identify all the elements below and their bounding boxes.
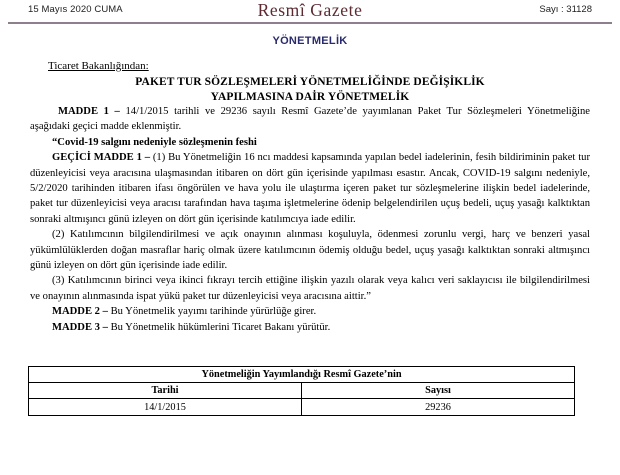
document-title-line-1: PAKET TUR SÖZLEŞMELERİ YÖNETMELİĞİNDE DEĞİŞİKLİK [135,76,485,88]
article-madde-2-label: MADDE 2 – [52,306,111,318]
table-row [29,399,575,416]
table-column-header-date: Tarihi [29,383,302,399]
article-madde-2 [30,304,590,319]
provisional-article-paragraph-2: (2) Katılımcının bilgilendirilmesi ve açık onayının alınması koşuluyla, ödenmesi zorunlu vergi, harç ve benzeri yasal yükümlülüklerden doğan masraflar hariç olmak üzere katılımcının ödemiş olduğu bedel, uçuş yasağı kalktıktan sonraki altmışıncı günü izleyen on dört gün içerisinde iade edilir. [30,229,590,272]
table-merged-header: Yönetmeliğin Yayımlandığı Resmî Gazete’nin [29,367,575,383]
table-cell-number: 29236 [302,399,575,416]
provisional-article-paragraph-1 [30,150,590,227]
publication-date: 15 Mayıs 2020 CUMA [28,4,123,15]
article-madde-1-text: 14/1/2015 tarihli ve 29236 sayılı Resmî Gazete’de yayımlanan Paket Tur Sözleşmeleri Yönetmeliğine aşağıdaki geçici madde eklenmiştir. [30,106,590,133]
provisional-article-paragraph-3: (3) Katılımcının birinci veya ikinci fıkrayı tercih ettiğine ilişkin yazılı olarak veya kalıcı veri saklayıcısı ile bilgilendirilmesi ve onayının alınmasında ispat yükü paket tur düzenleyicisi veya aracısına aittir.” [30,275,590,302]
authority-line-wrap [30,56,590,74]
document-body [0,56,620,335]
section-heading: YÖNETMELİK [272,35,348,47]
document-title-line-2: YAPILMASINA DAİR YÖNETMELİK [210,90,410,103]
table-header-merged-row [29,367,575,383]
provisional-article-paragraph-1-text: (1) Bu Yönetmeliğin 16 ncı maddesi kapsamında yapılan bedel iadelerinin, fesih bildiriminin paket tur düzenleyicisi veya aracısına ulaşmasından itibaren on dört gün içerisinde yapılması esastır. Ancak, COVID-19 salgını nedeniyle, 5/2/2020 tarihinden itibaren ifası öngörülen ve hava yolu ile ulaştırma içeren paket tur sözleşmelerine ilişkin bedel iadelerinde, paket tur düzenleyicisi veya aracısı tarafından hava taşıma işletmelerine ödenip belgelendirilen uçuş bedeli, uçuş yasağı kalktıktan sonraki altmışıncı günü izleyen on dört gün içerisinde katılımcıya iade edilir. [30,152,590,225]
article-madde-3-label: MADDE 3 – [52,321,111,333]
reference-table-container [28,366,575,416]
issue-number: Sayı : 31128 [539,4,592,15]
provisional-article-label: GEÇİCİ MADDE 1 – [52,152,153,164]
article-madde-3 [30,320,590,335]
table-column-header-number: Sayısı [302,383,575,399]
masthead [0,0,620,22]
article-madde-3-text: Bu Yönetmelik hükümlerini Ticaret Bakanı yürütür. [110,321,331,333]
article-madde-1-label: MADDE 1 – [58,106,126,117]
issuing-authority: Ticaret Bakanlığından: [48,60,149,72]
article-madde-2-text: Bu Yönetmelik yayımı tarihinde yürürlüğe girer. [110,306,317,318]
table-subheader-row [29,383,575,399]
masthead-divider [8,22,612,24]
table-cell-date: 14/1/2015 [29,399,302,416]
gazette-title: Resmî Gazete [257,0,363,20]
provisional-article-heading: “Covid-19 salgını nedeniyle sözleşmenin feshi [52,136,257,148]
article-madde-1 [30,104,590,135]
publication-reference-table [28,366,575,416]
document-title [30,75,590,104]
